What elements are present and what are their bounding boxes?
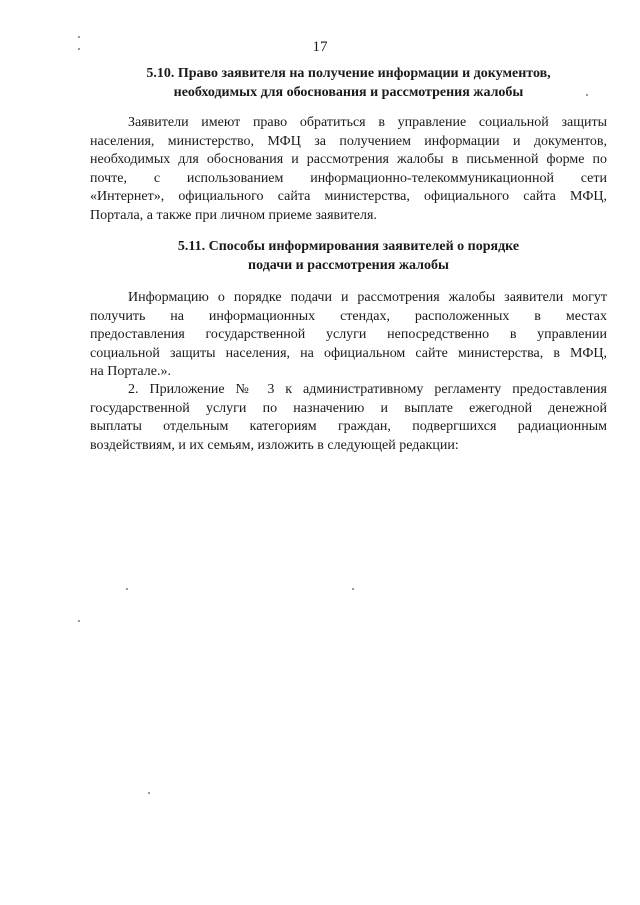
section-5-11-heading	[90, 237, 607, 275]
paragraph-line: предоставления государственной услуги непосредственно в управлении	[90, 327, 607, 342]
heading-line: подачи и рассмотрения жалобы	[248, 258, 449, 273]
section-5-10-paragraph	[90, 114, 607, 225]
scan-speck	[586, 94, 588, 96]
scan-speck	[78, 48, 80, 50]
page-number: 17	[312, 39, 328, 55]
paragraph-line: социальной защиты населения, на официальном сайте министерства, в МФЦ,	[90, 345, 607, 361]
paragraph-line: на Портале.».	[90, 364, 171, 379]
heading-line: 5.10. Право заявителя на получение информации и документов,	[146, 66, 551, 81]
paragraph-line: воздействиям, и их семьям, изложить в следующей редакции:	[90, 437, 459, 453]
paragraph-line: выплаты отдельным категориям граждан, подвергшихся радиационным	[90, 419, 607, 434]
paragraph-line: населения, министерство, МФЦ за получением информации и документов,	[90, 133, 607, 149]
section-5-11-paragraph	[90, 289, 607, 382]
amendment-paragraph	[90, 381, 607, 455]
heading-line: необходимых для обоснования и рассмотрения жалобы	[173, 85, 524, 100]
scan-speck	[126, 588, 128, 590]
paragraph-line: Заявители имеют право обратиться в управление социальной защиты	[128, 115, 607, 130]
scan-speck	[78, 620, 80, 622]
scan-speck	[148, 792, 150, 794]
scan-speck	[78, 36, 80, 38]
paragraph-line: Информацию о порядке подачи и рассмотрения жалобы заявители могут	[128, 290, 607, 305]
paragraph-line: «Интернет», официального сайта министерства, официального сайта МФЦ,	[90, 189, 607, 204]
section-5-10-heading	[90, 64, 607, 102]
heading-line: 5.11. Способы информирования заявителей о порядке	[177, 239, 520, 254]
paragraph-line: Портала, а также при личном приеме заявителя.	[90, 207, 377, 223]
paragraph-line: почте, с использованием информационно-телекоммуникационной сети	[90, 170, 607, 186]
paragraph-line: необходимых для обоснования и рассмотрения жалобы в письменной форме по	[90, 152, 607, 167]
paragraph-line: государственной услуги по назначению и выплате ежегодной денежной	[90, 400, 607, 416]
scan-speck	[352, 588, 354, 590]
paragraph-line: 2. Приложение № 3 к административному регламенту предоставления	[128, 382, 607, 397]
paragraph-line: получить на информационных стендах, расположенных в местах	[90, 308, 607, 324]
